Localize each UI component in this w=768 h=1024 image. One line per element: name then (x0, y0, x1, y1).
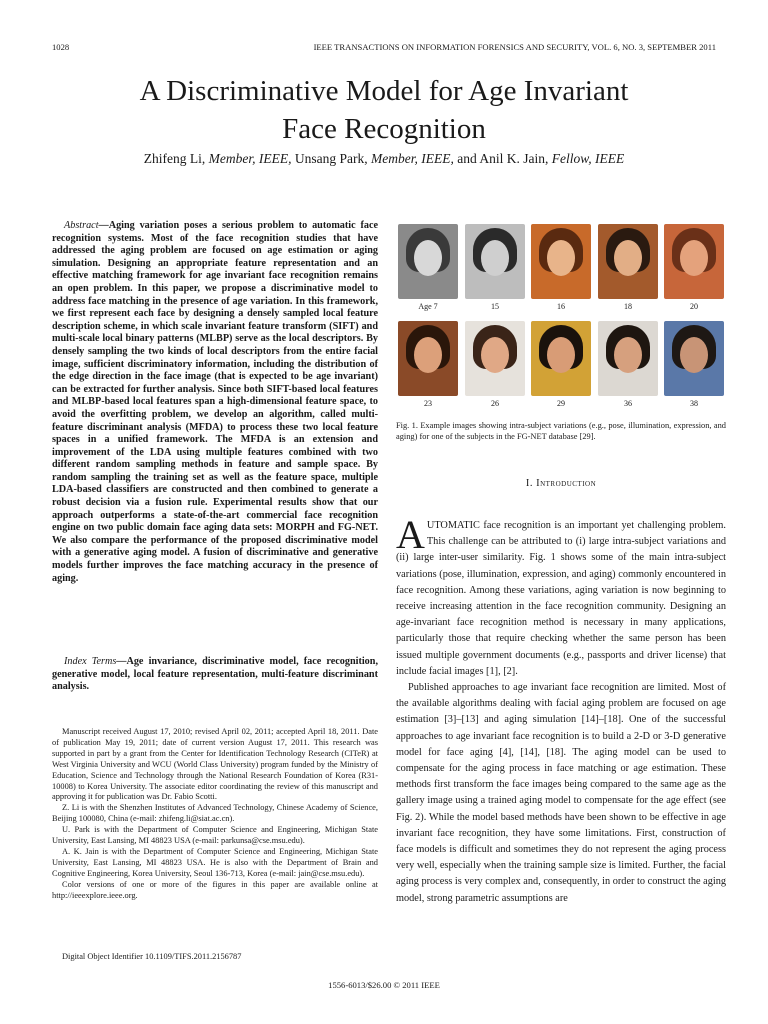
intro-paragraph-2: Published approaches to age invariant face recognition are limited. Most of the available algorithms dealing with facial aging problem are focused on age estimation [3]–[13] and aging simulation [14]–[18]. One of the successful approaches to age invariant face recognition is to build a 2-D or 3-D generative model for face aging [4], [14], [18]. The aging model can be used to compensate for the aging process in face matching or age estimation. These methods first transform the face images being compared to the same age as the gallery image using a trained aging model to compensate for the age effect (see Fig. 2). While the model based methods have been shown to be effective in age invariant face recognition, they have some limitations. First, construction of face models is difficult and sometimes they do not represent the aging process very well, especially when the training sample size is limited. Further, the facial aging process is very complex and, consequently, in order to construct the aging model, strong parametric assumptions are (396, 682, 726, 904)
index-terms (52, 656, 378, 694)
face-photo-age-7 (398, 224, 458, 299)
face-photo-age-20 (664, 224, 724, 299)
author-3: Anil K. Jain, (479, 151, 549, 166)
section-title: Introduction (536, 478, 597, 489)
abstract-text: —Aging variation poses a serious problem to automatic face recognition systems. Most of the face recognition studies that have addressed the aging problem are focused on age estimation or aging simulation. Designing an appropriate feature representation and an effective matching framework for age invariant face recognition remains an open problem. In this paper, we propose a discriminative model to address face matching in the presence of age variation. In this framework, we first represent each face by designing a densely sampled local feature description scheme, in which scale invariant feature transform (SIFT) and multi-scale local binary patterns (MLBP) serve as the local descriptors. By densely sampling the two kinds of local descriptors from the entire facial image, sufficient discriminatory information, including the distribution of the edge direction in the face image (that is expected to be age invariant) can be extracted for further analysis. Since both SIFT-based local features and MLBP-based local features span a high-dimensional feature space, to avoid the overfitting problem, we develop an algorithm, called multi-feature discriminant analysis (MFDA) to process these two local feature spaces in a unified framework. The MFDA is an extension and improvement of the LDA using multiple features combined with two different random sampling methods in feature and sample space. By random sampling the training set as well as the feature space, multiple LDA-based classifiers are constructed and then combined to generate a robust decision via a fusion rule. Experimental results show that our approach outperforms a state-of-the-art commercial face recognition engine on two public domain face aging data sets: MORPH and FG-NET. We also compare the performance of the proposed discriminative model with a generative aging model. A fusion of discriminative and generative models further improves the face matching accuracy in the presence of aging. (52, 220, 378, 584)
doi: Digital Object Identifier 10.1109/TIFS.2011.2156787 (62, 952, 242, 961)
author-1-role: Member, IEEE, (208, 151, 292, 166)
copyright-footer: 1556-6013/$26.00 © 2011 IEEE (328, 980, 440, 990)
age-label: 15 (491, 302, 499, 311)
figure-1 (396, 224, 726, 414)
age-label: 29 (557, 399, 565, 408)
face-photo-age-16 (531, 224, 591, 299)
index-terms-text: —Age invariance, discriminative model, face recognition, generative model, local feature representation, multi-feature discriminant analysis. (52, 656, 378, 693)
author-1: Zhifeng Li, (143, 151, 206, 166)
section-heading (396, 478, 726, 489)
intro-paragraph-1-text: UTOMATIC face recognition is an important yet challenging problem. This challenge can be attributed to (i) large intra-subject variations and (ii) large inter-user similarity. Fig. 1 shows some of the main intra-subject variations (pose, illumination, expression, and aging) commonly encountered in face recognition. Among these variations, aging variation is now beginning to receive increasing attention in the face recognition community. Designing an age-invariant face recognition method is necessary in many applications, particularly those that require checking whether the same person has been issued multiple government documents (e.g., passports and driver license) that include facial images [1], [2]. (396, 520, 726, 677)
paper-title (0, 72, 768, 148)
title-line-2: Face Recognition (282, 113, 486, 145)
age-label: Age 7 (418, 302, 438, 311)
index-terms-lead: Index Terms (64, 656, 117, 667)
footnote-author-2: U. Park is with the Department of Computer Science and Engineering, Michigan State University, East Lansing, MI 48823 USA (e-mail: parkunsa@cse.msu.edu). (52, 825, 378, 846)
section-number: I. (525, 478, 533, 489)
introduction-text (396, 512, 726, 907)
page-number: 1028 (52, 42, 70, 52)
face-photo-age-38 (664, 321, 724, 396)
running-header (52, 42, 716, 54)
age-label: 23 (424, 399, 432, 408)
intro-paragraph-1 (396, 512, 726, 680)
age-label: 20 (690, 302, 698, 311)
face-photo-age-18 (598, 224, 658, 299)
face-photo-age-15 (465, 224, 525, 299)
abstract-lead: Abstract (64, 220, 99, 231)
author-2-role: Member, IEEE, (370, 151, 454, 166)
title-line-1: A Discriminative Model for Age Invariant (139, 75, 629, 107)
age-label: 26 (491, 399, 499, 408)
face-photo-age-36 (598, 321, 658, 396)
journal-header: IEEE TRANSACTIONS ON INFORMATION FORENSICS AND SECURITY, VOL. 6, NO. 3, SEPTEMBER 2011 (313, 42, 716, 52)
footnotes (52, 727, 378, 902)
author-3-role: Fellow, IEEE (551, 151, 625, 166)
face-photo-age-29 (531, 321, 591, 396)
age-label: 38 (690, 399, 698, 408)
face-photo-age-26 (465, 321, 525, 396)
author-and: and (457, 151, 477, 166)
footnote-author-1: Z. Li is with the Shenzhen Institutes of Advanced Technology, Chinese Academy of Science, Beijing 100080, China (e-mail: zhifeng.li@siat.ac.cn). (52, 803, 378, 824)
abstract (52, 220, 378, 585)
footnote-author-3: A. K. Jain is with the Department of Computer Science and Engineering, Michigan State University, East Lansing, MI 48823 USA. He is also with the Department of Brain and Cognitive Engineering, Korea University, Seoul 136-713, Korea (e-mail: jain@cse.msu.edu). (52, 846, 378, 878)
face-photo-age-23 (398, 321, 458, 396)
age-label: 36 (624, 399, 632, 408)
figure-caption: Fig. 1. Example images showing intra-subject variations (e.g., pose, illumination, expression, and aging) for one of the subjects in the FG-NET database [29]. (396, 421, 726, 441)
author-2: Unsang Park, (294, 151, 368, 166)
age-label: 18 (624, 302, 632, 311)
author-list (0, 151, 768, 167)
age-label: 16 (557, 302, 565, 311)
drop-cap: A (396, 512, 425, 557)
footnote-manuscript: Manuscript received August 17, 2010; revised April 02, 2011; accepted April 18, 2011. Date of publication May 19, 2011; date of current version August 17, 2011. This research was supported in part by a grant from the Center for Identification Technology Research (CITeR) at West Virginia University and WCU (World Class University) program funded by the Ministry of Education, Science and Technology through the National Research Foundation of Korea (R31-10008) to Korea University. The associate editor coordinating the review of this manuscript and approving it for publication was Dr. Fabio Scotti. (52, 727, 378, 802)
footnote-color: Color versions of one or more of the figures in this paper are available online at http://ieeexplore.ieee.org. (52, 879, 378, 900)
